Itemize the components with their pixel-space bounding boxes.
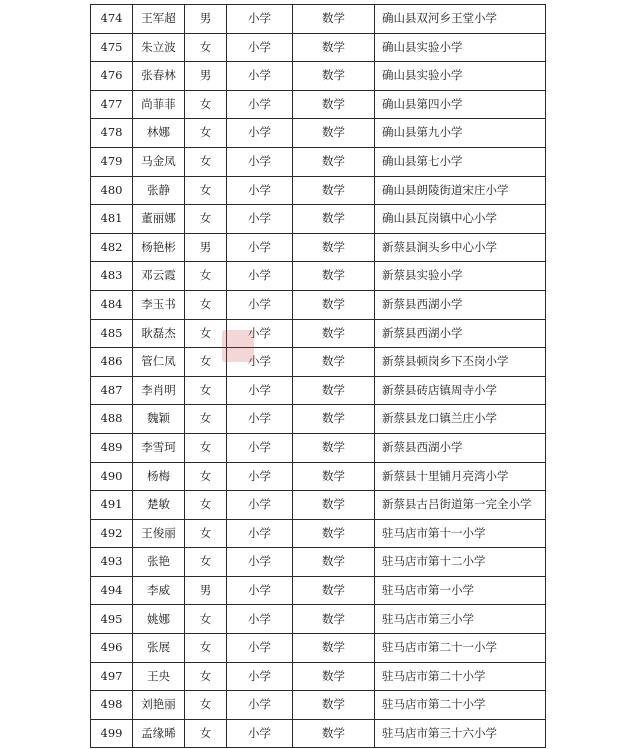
subject-cell: 数学 [293, 33, 375, 62]
teacher-name: 孟缘晞 [133, 719, 185, 748]
row-number: 496 [91, 634, 133, 663]
school-stage-cell: 小学 [227, 290, 293, 319]
school-cell: 确山县朗陵街道宋庄小学 [375, 176, 546, 205]
school-cell: 驻马店市第三十六小学 [375, 719, 546, 748]
table-row [91, 691, 546, 720]
school-cell: 确山县实验小学 [375, 62, 546, 91]
subject-cell: 数学 [293, 262, 375, 291]
table-row [91, 5, 546, 34]
row-number: 474 [91, 5, 133, 34]
subject-cell: 数学 [293, 319, 375, 348]
school-cell: 新蔡县十里铺月亮湾小学 [375, 462, 546, 491]
row-number: 495 [91, 605, 133, 634]
subject-cell: 数学 [293, 119, 375, 148]
teacher-name: 李肖明 [133, 376, 185, 405]
school-stage-cell: 小学 [227, 376, 293, 405]
teacher-name: 邓云霞 [133, 262, 185, 291]
table-row [91, 719, 546, 748]
subject-cell: 数学 [293, 147, 375, 176]
row-number: 482 [91, 233, 133, 262]
teacher-name: 李雪珂 [133, 433, 185, 462]
teacher-name: 李威 [133, 576, 185, 605]
school-cell: 确山县实验小学 [375, 33, 546, 62]
gender-cell: 女 [185, 433, 227, 462]
table-row [91, 205, 546, 234]
teacher-name: 董丽娜 [133, 205, 185, 234]
row-number: 477 [91, 90, 133, 119]
teacher-name: 尚菲菲 [133, 90, 185, 119]
school-cell: 驻马店市第二十一小学 [375, 634, 546, 663]
row-number: 492 [91, 519, 133, 548]
gender-cell: 女 [185, 376, 227, 405]
school-stage-cell: 小学 [227, 5, 293, 34]
school-stage-cell: 小学 [227, 691, 293, 720]
gender-cell: 男 [185, 576, 227, 605]
teacher-name: 王军超 [133, 5, 185, 34]
school-stage-cell: 小学 [227, 205, 293, 234]
school-stage-cell: 小学 [227, 719, 293, 748]
row-number: 479 [91, 147, 133, 176]
table-row [91, 176, 546, 205]
school-stage-cell: 小学 [227, 662, 293, 691]
teacher-name: 王央 [133, 662, 185, 691]
gender-cell: 女 [185, 290, 227, 319]
row-number: 483 [91, 262, 133, 291]
school-cell: 驻马店市第十一小学 [375, 519, 546, 548]
teacher-name: 王俊丽 [133, 519, 185, 548]
gender-cell: 女 [185, 691, 227, 720]
subject-cell: 数学 [293, 719, 375, 748]
subject-cell: 数学 [293, 576, 375, 605]
table-row [91, 548, 546, 577]
school-stage-cell: 小学 [227, 262, 293, 291]
table-row [91, 376, 546, 405]
school-cell: 确山县第四小学 [375, 90, 546, 119]
teacher-name: 管仁凤 [133, 348, 185, 377]
school-cell: 驻马店市第十二小学 [375, 548, 546, 577]
subject-cell: 数学 [293, 233, 375, 262]
row-number: 487 [91, 376, 133, 405]
roster-table-body [91, 5, 546, 748]
subject-cell: 数学 [293, 90, 375, 119]
subject-cell: 数学 [293, 376, 375, 405]
gender-cell: 女 [185, 662, 227, 691]
gender-cell: 女 [185, 90, 227, 119]
teacher-name: 魏颖 [133, 405, 185, 434]
teacher-name: 李玉书 [133, 290, 185, 319]
row-number: 486 [91, 348, 133, 377]
school-stage-cell: 小学 [227, 405, 293, 434]
school-stage-cell: 小学 [227, 233, 293, 262]
subject-cell: 数学 [293, 605, 375, 634]
row-number: 475 [91, 33, 133, 62]
subject-cell: 数学 [293, 5, 375, 34]
table-row [91, 233, 546, 262]
school-stage-cell: 小学 [227, 548, 293, 577]
teacher-name: 林娜 [133, 119, 185, 148]
table-row [91, 90, 546, 119]
table-row [91, 519, 546, 548]
row-number: 491 [91, 491, 133, 520]
school-cell: 新蔡县砖店镇周寺小学 [375, 376, 546, 405]
school-cell: 驻马店市第二十小学 [375, 662, 546, 691]
row-number: 478 [91, 119, 133, 148]
school-cell: 新蔡县古吕街道第一完全小学 [375, 491, 546, 520]
gender-cell: 男 [185, 62, 227, 91]
gender-cell: 女 [185, 719, 227, 748]
table-row [91, 119, 546, 148]
row-number: 488 [91, 405, 133, 434]
school-stage-cell: 小学 [227, 319, 293, 348]
teacher-name: 马金凤 [133, 147, 185, 176]
row-number: 494 [91, 576, 133, 605]
table-row [91, 33, 546, 62]
school-cell: 确山县第七小学 [375, 147, 546, 176]
teacher-name: 刘艳丽 [133, 691, 185, 720]
row-number: 481 [91, 205, 133, 234]
school-cell: 新蔡县实验小学 [375, 262, 546, 291]
table-row [91, 262, 546, 291]
subject-cell: 数学 [293, 433, 375, 462]
gender-cell: 女 [185, 462, 227, 491]
school-stage-cell: 小学 [227, 176, 293, 205]
subject-cell: 数学 [293, 491, 375, 520]
row-number: 480 [91, 176, 133, 205]
school-stage-cell: 小学 [227, 348, 293, 377]
school-stage-cell: 小学 [227, 147, 293, 176]
school-cell: 新蔡县西湖小学 [375, 319, 546, 348]
subject-cell: 数学 [293, 62, 375, 91]
table-row [91, 147, 546, 176]
subject-cell: 数学 [293, 691, 375, 720]
subject-cell: 数学 [293, 290, 375, 319]
school-cell: 确山县瓦岗镇中心小学 [375, 205, 546, 234]
table-row [91, 405, 546, 434]
school-cell: 新蔡县西湖小学 [375, 433, 546, 462]
row-number: 498 [91, 691, 133, 720]
gender-cell: 女 [185, 119, 227, 148]
school-stage-cell: 小学 [227, 605, 293, 634]
subject-cell: 数学 [293, 405, 375, 434]
table-row [91, 348, 546, 377]
teacher-name: 张艳 [133, 548, 185, 577]
row-number: 484 [91, 290, 133, 319]
teacher-name: 张静 [133, 176, 185, 205]
teacher-name: 楚敏 [133, 491, 185, 520]
subject-cell: 数学 [293, 519, 375, 548]
school-cell: 确山县第九小学 [375, 119, 546, 148]
gender-cell: 女 [185, 348, 227, 377]
school-stage-cell: 小学 [227, 433, 293, 462]
gender-cell: 女 [185, 548, 227, 577]
row-number: 490 [91, 462, 133, 491]
gender-cell: 女 [185, 33, 227, 62]
table-row [91, 433, 546, 462]
school-cell: 新蔡县龙口镇兰庄小学 [375, 405, 546, 434]
gender-cell: 女 [185, 147, 227, 176]
table-row [91, 634, 546, 663]
school-stage-cell: 小学 [227, 90, 293, 119]
school-stage-cell: 小学 [227, 634, 293, 663]
teacher-name: 姚娜 [133, 605, 185, 634]
subject-cell: 数学 [293, 462, 375, 491]
school-cell: 驻马店市第一小学 [375, 576, 546, 605]
subject-cell: 数学 [293, 205, 375, 234]
school-stage-cell: 小学 [227, 62, 293, 91]
roster-table [90, 4, 546, 748]
gender-cell: 女 [185, 405, 227, 434]
gender-cell: 女 [185, 205, 227, 234]
gender-cell: 女 [185, 491, 227, 520]
teacher-name: 张展 [133, 634, 185, 663]
school-cell: 新蔡县涧头乡中心小学 [375, 233, 546, 262]
subject-cell: 数学 [293, 662, 375, 691]
row-number: 489 [91, 433, 133, 462]
gender-cell: 女 [185, 262, 227, 291]
roster-sheet [90, 4, 545, 744]
gender-cell: 女 [185, 176, 227, 205]
school-stage-cell: 小学 [227, 576, 293, 605]
table-row [91, 662, 546, 691]
school-stage-cell: 小学 [227, 33, 293, 62]
subject-cell: 数学 [293, 634, 375, 663]
gender-cell: 女 [185, 634, 227, 663]
gender-cell: 女 [185, 319, 227, 348]
teacher-name: 杨梅 [133, 462, 185, 491]
table-row [91, 491, 546, 520]
teacher-name: 耿磊杰 [133, 319, 185, 348]
subject-cell: 数学 [293, 176, 375, 205]
school-cell: 确山县双河乡王堂小学 [375, 5, 546, 34]
row-number: 485 [91, 319, 133, 348]
teacher-name: 杨艳彬 [133, 233, 185, 262]
school-stage-cell: 小学 [227, 491, 293, 520]
table-row [91, 462, 546, 491]
gender-cell: 男 [185, 233, 227, 262]
table-row [91, 319, 546, 348]
school-cell: 新蔡县顿岗乡下丕岗小学 [375, 348, 546, 377]
table-row [91, 576, 546, 605]
gender-cell: 男 [185, 5, 227, 34]
row-number: 493 [91, 548, 133, 577]
row-number: 497 [91, 662, 133, 691]
teacher-name: 朱立波 [133, 33, 185, 62]
subject-cell: 数学 [293, 548, 375, 577]
school-stage-cell: 小学 [227, 119, 293, 148]
table-row [91, 62, 546, 91]
teacher-name: 张春林 [133, 62, 185, 91]
row-number: 476 [91, 62, 133, 91]
table-row [91, 605, 546, 634]
school-stage-cell: 小学 [227, 519, 293, 548]
school-cell: 驻马店市第二十小学 [375, 691, 546, 720]
school-cell: 驻马店市第三小学 [375, 605, 546, 634]
gender-cell: 女 [185, 519, 227, 548]
table-row [91, 290, 546, 319]
row-number: 499 [91, 719, 133, 748]
gender-cell: 女 [185, 605, 227, 634]
school-cell: 新蔡县西湖小学 [375, 290, 546, 319]
subject-cell: 数学 [293, 348, 375, 377]
school-stage-cell: 小学 [227, 462, 293, 491]
